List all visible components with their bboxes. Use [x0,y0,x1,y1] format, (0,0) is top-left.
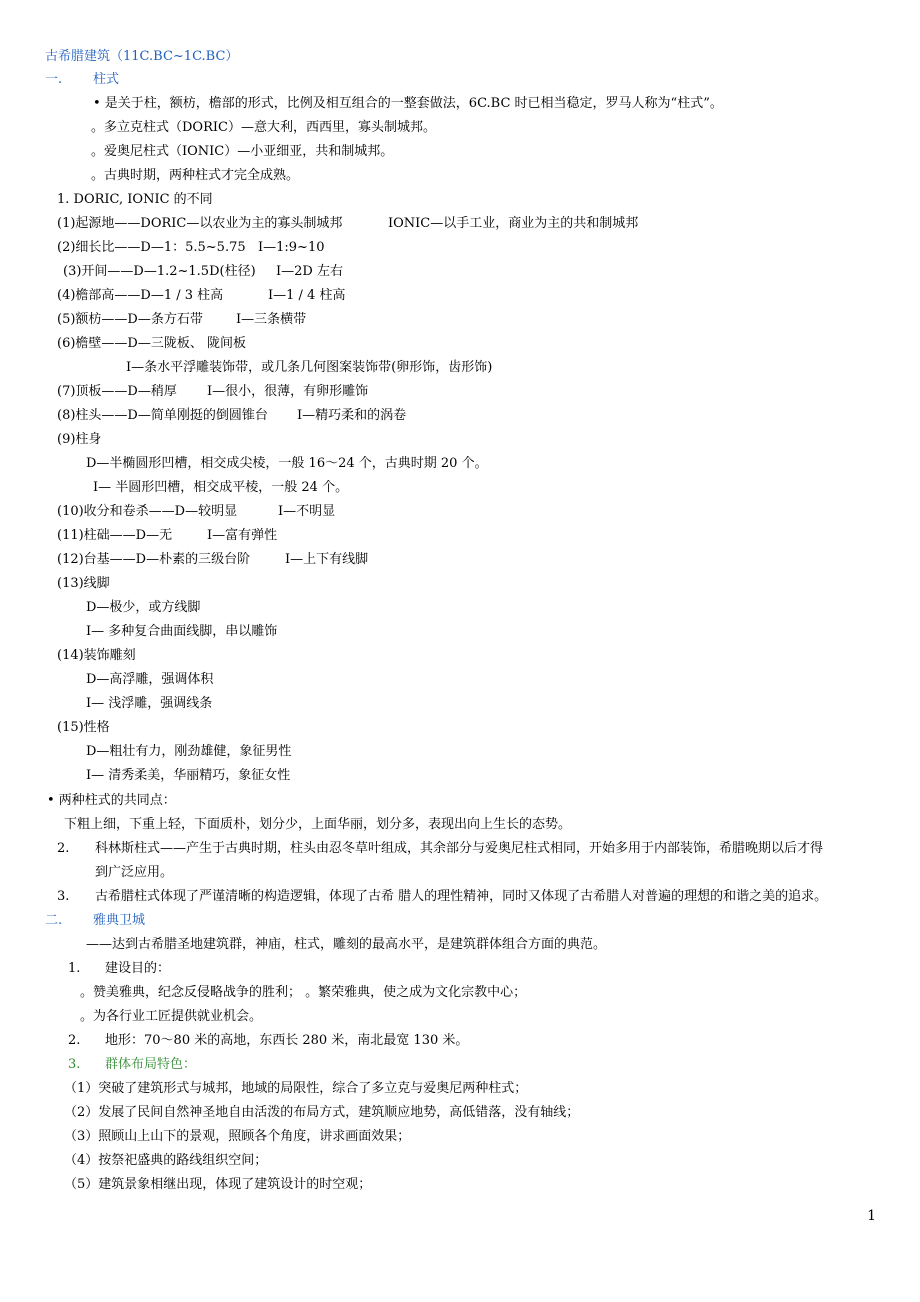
diff-item-doric: (4)檐部高——D—1 / 3 柱高 [57,288,224,303]
diff-item-doric: D—高浮雕，强调体积 [86,672,214,687]
subsection-heading: 建设目的： [105,961,171,976]
paragraph-text: 古希腊柱式体现了严谨清晰的构造逻辑，体现了古希 腊人的理性精神，同时又体现了古希腊人对普遍的理想的和谐之美的追求。 [95,889,828,904]
diff13-title: (13)线脚 [57,576,110,591]
diff-item-ionic: I—2D 左右 [276,264,343,279]
subsection-number: 1. [68,961,81,976]
diff-item-doric: (8)柱头——D—简单刚挺的倒圆锥台 [57,408,268,423]
diff-item-ionic: I—精巧柔和的涡卷 [297,408,407,423]
paragraph-text: 科林斯柱式——产生于古典时期，柱头由忍冬草叶组成，其余部分与爱奥尼柱式相同，开始多用于内部装饰，希腊晚期以后才得 [95,841,824,856]
diff15-title: (15)性格 [57,720,110,735]
diff-item-ionic: I— 多种复合曲面线脚，串以雕饰 [86,624,278,639]
diff-item-doric: (12)台基——D—朴素的三级台阶 [57,552,251,567]
page-number: 1 [867,1208,876,1224]
layout-item: （1）突破了建筑形式与城邦，地域的局限性，综合了多立克与爱奥尼两种柱式； [64,1081,528,1096]
section1-heading: 柱式 [93,72,120,87]
diff-item-doric: D—极少，或方线脚 [86,600,201,615]
purpose-line: 。赞美雅典，纪念反侵略战争的胜利； 。繁荣雅典，使之成为文化宗教中心； [80,985,527,1000]
diff-item-doric: (2)细长比——D—1：5.5~5.75 [57,240,246,255]
subsection-number: 3. [68,1057,81,1072]
diff-item-ionic: I—1:9~10 [258,240,325,255]
intro-line: 。爱奥尼柱式（IONIC）—小亚细亚，共和制城邦。 [91,144,394,159]
paragraph-text: 到广泛应用。 [95,865,174,880]
diff-item-doric: (3)开间——D—1.2~1.5D(柱径) [63,264,256,279]
intro-line: 。古典时期，两种柱式才完全成熟。 [91,168,300,183]
subsection-heading: 群体布局特色： [105,1057,197,1072]
diff-item-ionic: I—条水平浮雕装饰带，或几条几何图案装饰带(卵形饰，齿形饰) [126,360,493,375]
diff-item-doric: (1)起源地——DORIC—以农业为主的寡头制城邦 [57,216,343,231]
diff-item-ionic: I— 清秀柔美，华丽精巧，象征女性 [86,768,291,783]
paragraph-number: 2. [57,841,70,856]
section2-number: 二. [45,913,63,928]
intro-line: 。多立克柱式（DORIC）—意大利，西西里，寡头制城邦。 [91,120,436,135]
diff-title: 1. DORIC, IONIC 的不同 [57,192,213,207]
layout-item: （3）照顾山上山下的景观，照顾各个角度，讲求画面效果； [64,1129,411,1144]
section2-intro: ——达到古希腊圣地建筑群，神庙，柱式，雕刻的最高水平，是建筑群体组合方面的典范。 [86,937,607,952]
layout-item: （2）发展了民间自然神圣地自由活泼的布局方式，建筑顺应地势，高低错落，没有轴线； [64,1105,580,1120]
layout-item: （5）建筑景象相继出现，体现了建筑设计的时空观； [64,1177,372,1192]
section1-number: 一. [45,72,63,87]
layout-item: （4）按祭祀盛典的路线组织空间； [64,1153,268,1168]
doc-title: 古希腊建筑（11C.BC~1C.BC） [45,49,239,64]
diff-item-doric: (6)檐壁——D—三陇板、 陇间板 [57,336,246,351]
diff14-title: (14)装饰雕刻 [57,648,136,663]
intro-line: • 是关于柱，额枋，檐部的形式，比例及相互组合的一整套做法，6C.BC 时已相当稳定，罗马人称为“柱式”。 [93,96,723,111]
diff-item-ionic: I— 浅浮雕，强调线条 [86,696,213,711]
diff-item-ionic: I—富有弹性 [207,528,278,543]
diff-item-ionic: I—上下有线脚 [285,552,369,567]
diff-item-ionic: I—很小，很薄，有卵形雕饰 [207,384,369,399]
diff-item-doric: D—半椭圆形凹槽，相交成尖棱，一般 16～24 个，古典时期 20 个。 [86,456,488,471]
diff9-title: (9)柱身 [57,432,102,447]
diff-item-doric: (5)额枋——D—条方石带 [57,312,203,327]
diff-item-ionic: IONIC—以手工业，商业为主的共和制城邦 [388,216,639,231]
diff-item-ionic: I—1 / 4 柱高 [268,288,346,303]
section2-heading: 雅典卫城 [93,913,146,928]
purpose-line: 。为各行业工匠提供就业机会。 [80,1009,263,1024]
common-title: • 两种柱式的共同点： [47,793,176,808]
diff-item-doric: (7)顶板——D—稍厚 [57,384,177,399]
diff-item-doric: D—粗壮有力，刚劲雄健，象征男性 [86,744,292,759]
diff-item-ionic: I—三条横带 [236,312,307,327]
subsection-heading: 地形：70～80 米的高地，东西长 280 米，南北最宽 130 米。 [105,1033,469,1048]
diff-item-ionic: I—不明显 [278,504,336,519]
subsection-number: 2. [68,1033,81,1048]
paragraph-number: 3. [57,889,70,904]
common-text: 下粗上细，下重上轻，下面质朴，划分少，上面华丽，划分多，表现出向上生长的态势。 [64,817,572,832]
diff-item-ionic: I— 半圆形凹槽，相交成平棱，一般 24 个。 [93,480,349,495]
diff-item-doric: (11)柱础——D—无 [57,528,173,543]
diff-item-doric: (10)收分和卷杀——D—较明显 [57,504,238,519]
